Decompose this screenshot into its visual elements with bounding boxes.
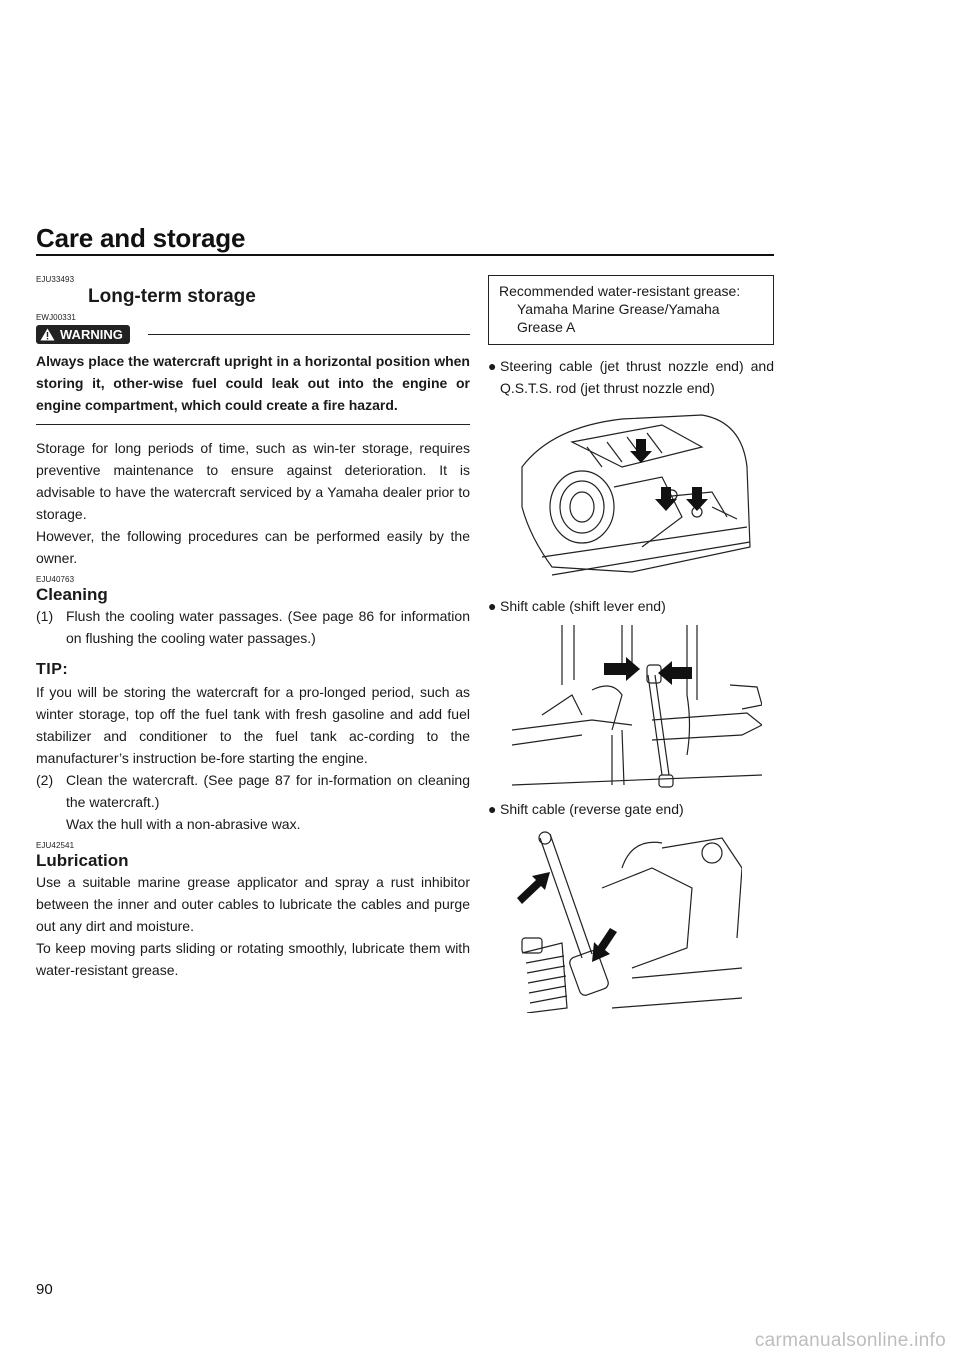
- jet-nozzle-illustration: [512, 407, 762, 587]
- bullet-icon: ●: [488, 801, 497, 817]
- warning-text: Always place the watercraft upright in a horizontal position when storing it, other-wise fuel could leak out into the engine or engine compartment, which could create a fire hazard.: [36, 350, 470, 425]
- reverse-gate-illustration: [512, 828, 742, 1013]
- warning-badge: [36, 325, 130, 344]
- warning-label: WARNING: [60, 327, 123, 342]
- list-item-text: Shift cable (shift lever end): [500, 598, 666, 614]
- step-number: (1): [36, 608, 54, 624]
- warning-rule: [148, 334, 470, 335]
- warning-code: EWJ00331: [36, 313, 76, 322]
- list-item-text: Steering cable (jet thrust nozzle end) and Q.S.T.S. rod (jet thrust nozzle end): [500, 358, 774, 396]
- lubrication-paragraph-2: To keep moving parts sliding or rotating smoothly, lubricate them with water-resistant grease.: [36, 940, 470, 978]
- list-item-shift-cable-reverse: [488, 798, 774, 820]
- tip-text: If you will be storing the watercraft for a pro-longed period, such as winter storage, top off the fuel tank with fresh gasoline and add fuel stabilizer and conditioner to the fuel tank ac-cording to the manufacturer’s instruction be-fore starting the engine.: [36, 684, 470, 766]
- section-title: Long-term storage: [88, 286, 256, 307]
- grease-box-heading: Recommended water-resistant grease:: [499, 283, 741, 299]
- watermark: carmanualsonline.info: [754, 1330, 946, 1351]
- cleaning-title: Cleaning: [36, 585, 108, 604]
- step-text: Clean the watercraft. (See page 87 for in-formation on cleaning the watercraft.): [66, 772, 470, 810]
- cleaning-step-2: [36, 769, 470, 835]
- warning-triangle-icon: [40, 328, 55, 341]
- tip-title: TIP:: [36, 661, 69, 678]
- page-number: 90: [36, 1281, 53, 1298]
- grease-box-value: Yamaha Marine Grease/Yamaha Grease A: [517, 301, 720, 335]
- list-item-steering-cable: [488, 355, 774, 399]
- intro-paragraph-1: Storage for long periods of time, such as win-ter storage, requires preventive maintenance to ensure against deterioration. It is advisable to have the watercraft serviced by a Yamaha dealer prior to storage.: [36, 440, 470, 522]
- page-header-title: Care and storage: [36, 223, 246, 253]
- section-code: EJU33493: [36, 275, 75, 284]
- warning-header: [36, 325, 470, 344]
- cleaning-code: EJU40763: [36, 575, 75, 584]
- step-number: (2): [36, 772, 54, 788]
- step-text: Flush the cooling water passages. (See page 86 for information on flushing the cooling water passages.): [66, 608, 470, 646]
- arrow-icon: [592, 928, 617, 962]
- shift-lever-illustration: [512, 625, 762, 790]
- recommended-grease-box: [488, 275, 774, 345]
- arrow-icon: [517, 872, 550, 904]
- intro-paragraph-2: However, the following procedures can be performed easily by the owner.: [36, 528, 470, 566]
- list-item-shift-cable-lever: [488, 595, 774, 617]
- step-text-continued: Wax the hull with a non-abrasive wax.: [66, 816, 301, 832]
- header-rule: [36, 254, 774, 256]
- left-column: [36, 275, 470, 981]
- cleaning-step-1: [36, 605, 470, 649]
- arrow-icon: [686, 487, 708, 511]
- list-item-text: Shift cable (reverse gate end): [500, 801, 684, 817]
- lubrication-title: Lubrication: [36, 851, 129, 870]
- bullet-icon: ●: [488, 598, 497, 614]
- right-column: [488, 275, 774, 1013]
- arrow-icon: [630, 439, 652, 463]
- bullet-icon: ●: [488, 358, 497, 374]
- lubrication-paragraph-1: Use a suitable marine grease applicator and spray a rust inhibitor between the inner and outer cables to lubricate the cables and purge out any dirt and moisture.: [36, 874, 470, 934]
- lubrication-code: EJU42541: [36, 841, 75, 850]
